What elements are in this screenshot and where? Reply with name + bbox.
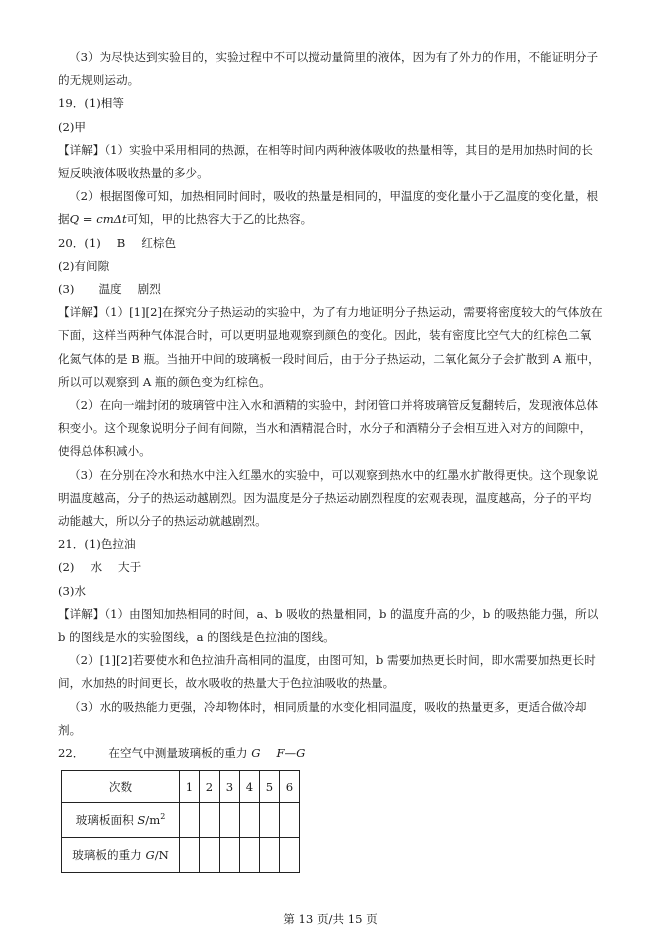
text-line: 所以可以观察到 A 瓶的颜色变为红棕色。 <box>58 374 271 389</box>
text-line: （3）在分别在冷水和热水中注入红墨水的实验中，可以观察到热水中的红墨水扩散得更快。这个现象说 <box>69 467 599 482</box>
table-cell <box>280 803 300 838</box>
table-cell <box>180 803 200 838</box>
table-cell <box>220 838 240 873</box>
table-col-header: 4 <box>240 771 260 803</box>
text-line: 短反映液体吸收热量的多少。 <box>58 166 209 181</box>
text-line: 剂。 <box>58 722 82 737</box>
table-cell <box>200 838 220 873</box>
q20-detail: 【详解】（1）[1][2]在探究分子热运动的实验中，为了有力地证明分子热运动，需要将密度较大的气体放在 <box>58 305 603 320</box>
text-line: 间，水加热的时间更长，故水吸收的热量大于色拉油吸收的热量。 <box>58 676 395 691</box>
table-header: 次数 <box>62 771 180 803</box>
table-cell <box>240 838 260 873</box>
text-line: （3）为尽快达到实验目的，实验过程中不可以搅动量筒里的液体，因为有了外力的作用，不能证明分子 <box>69 50 599 64</box>
text-line: （3）水的吸热能力更强，冷却物体时，相同质量的水变化相同温度，吸收的热量更多，更适合做冷却 <box>69 699 587 714</box>
q20-answer-1: 20．(1) B 红棕色 <box>58 235 177 250</box>
table-cell <box>240 803 260 838</box>
q19-answer-1: 19．(1)相等 <box>58 96 124 111</box>
formula: Q = cmΔt <box>69 212 127 227</box>
q22-answer: 22． 在空气中测量玻璃板的重力 G F—G <box>58 746 306 761</box>
table-row <box>62 838 300 873</box>
table-row <box>62 803 300 838</box>
q20-answer-2: (2)有间隙 <box>58 258 110 273</box>
data-table <box>61 770 300 873</box>
table-cell <box>200 803 220 838</box>
table-cell <box>220 803 240 838</box>
text-line: b 的图线是水的实验图线，a 的图线是色拉油的图线。 <box>58 630 335 645</box>
text-line: （2）根据图像可知，加热相同时间时，吸收的热量是相同的，甲温度的变化量小于乙温度的变化量，根 <box>69 189 599 204</box>
text-line: （2）在向一端封闭的玻璃管中注入水和酒精的实验中，封闭管口并将玻璃管反复翻转后，发现液体总体 <box>69 398 599 413</box>
table-row <box>62 771 300 803</box>
text-line: 使得总体积减小。 <box>58 444 151 459</box>
table-col-header: 1 <box>180 771 200 803</box>
q19-answer-2: (2)甲 <box>58 119 87 134</box>
table-col-header: 5 <box>260 771 280 803</box>
text-line: （2）[1][2]若要使水和色拉油升高相同的温度，由图可知，b 需要加热更长时间，即水需要加热更长时 <box>69 653 596 668</box>
table-cell <box>260 803 280 838</box>
text-line: 据Q = cmΔt可知，甲的比热容大于乙的比热容。 <box>58 212 313 227</box>
table-cell <box>280 838 300 873</box>
q20-answer-3: (3) 温度 剧烈 <box>58 282 161 297</box>
text-line: 下面，这样当两种气体混合时，可以更明显地观察到颜色的变化。因此，装有密度比空气大的红棕色二氧 <box>58 328 592 343</box>
row-label-area: 玻璃板面积 $S/m^2$ <box>62 803 180 838</box>
q21-answer-3: (3)水 <box>58 583 87 598</box>
page-content <box>58 46 606 873</box>
table-col-header: 3 <box>220 771 240 803</box>
q19-detail: 【详解】（1）实验中采用相同的热源，在相等时间内两种液体吸收的热量相等，其目的是用加热时间的长 <box>58 142 593 157</box>
text-line: 明温度越高，分子的热运动越剧烈。因为温度是分子热运动剧烈程度的宏观表现，温度越高，分子的平均 <box>58 490 592 505</box>
table-col-header: 6 <box>280 771 300 803</box>
q21-answer-2: (2) 水 大于 <box>58 560 142 575</box>
row-label-gravity: 玻璃板的重力 G/N <box>62 838 180 873</box>
q21-detail: 【详解】（1）由图知加热相同的时间，a、b 吸收的热量相同，b 的温度升高的少，b 的吸热能力强，所以 <box>58 606 599 621</box>
q21-answer-1: 21．(1)色拉油 <box>58 537 136 552</box>
text-line: 积变小。这个现象说明分子间有间隙，当水和酒精混合时，水分子和酒精分子会相互进入对方的间隙中， <box>58 421 592 436</box>
page-footer: 第 13 页/共 15 页 <box>283 912 378 926</box>
table-cell <box>180 838 200 873</box>
table-cell <box>260 838 280 873</box>
table-col-header: 2 <box>200 771 220 803</box>
text-line: 的无规则运动。 <box>58 73 140 88</box>
text-line: 化氮气体的是 B 瓶。当抽开中间的玻璃板一段时间后，由于分子热运动，二氧化氮分子会扩散到 A 瓶中， <box>58 351 600 366</box>
text-line: 动能越大，所以分子的热运动就越剧烈。 <box>58 514 267 529</box>
